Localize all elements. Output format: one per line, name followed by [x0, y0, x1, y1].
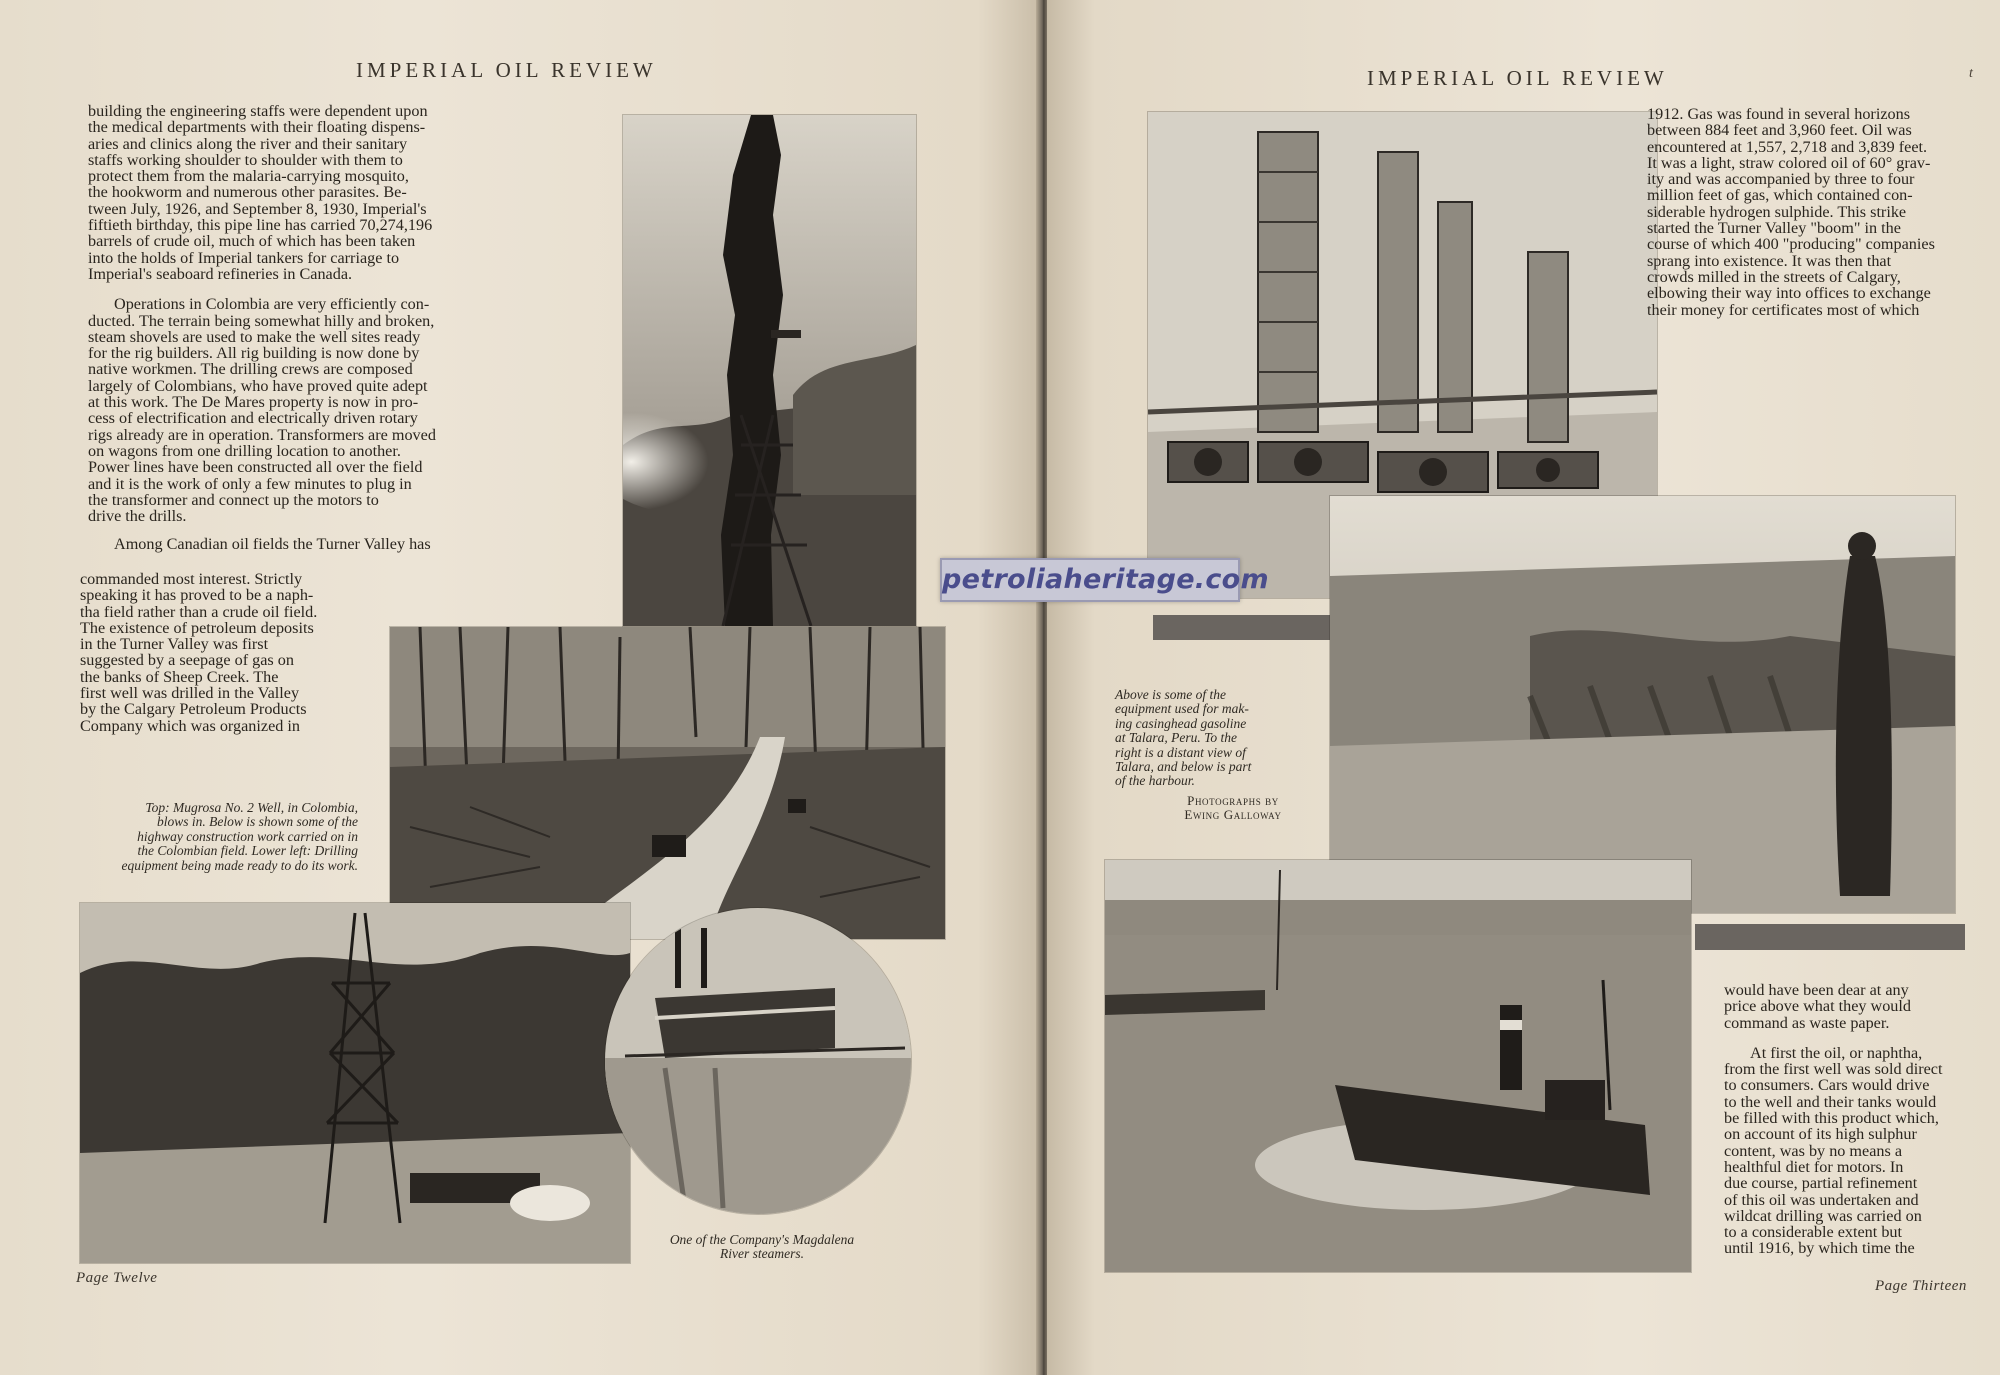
- column-text-narrow: [80, 571, 358, 734]
- photo-drilling-equipment: [80, 903, 630, 1263]
- paragraph-right-2: would have been dear at any price above what they would command as waste paper.: [1724, 981, 1911, 1032]
- photo-mugrosa-well-gusher: [623, 115, 916, 626]
- paragraph-2: Operations in Colombia are very efficiently con- ducted. The terrain being somewhat hilly and broken, steam shovels are used to make the well sites ready for the rig builders. All rig building is now done by native workmen. The drilling crews are composed largely of Colombians, who have proved quite adept at this work. The De Mares property is now in pro- cess of electrification and electrically driven rotary rigs already are in operation. Transformers are moved on wagons from one drilling location to another. Power lines have been constructed all over the field and it is the work of only a few minutes to plug in the transformer and connect up the motors to drive the drills.: [88, 295, 436, 526]
- photo-credit: Photographs by Ewing Galloway: [1184, 793, 1282, 822]
- paragraph-3-start: Among Canadian oil fields the Turner Valley has: [114, 535, 431, 554]
- column-text-right-bottom: [1724, 982, 1970, 1257]
- column-text-top: [88, 103, 508, 553]
- folio-mark: t: [1969, 66, 1973, 81]
- paragraph-right-1: 1912. Gas was found in several horizons between 884 feet and 3,960 feet. Oil was encountered at 1,557, 2,718 and 3,839 feet. It was a light, straw colored oil of 60° grav- ity and was accompanied by three to four million feet of gas, which contained con- siderable hydrogen sulphide. This strike started the Turner Valley "boom" in the course of which 400 "producing" companies sprang into existence. It was then that crowds milled in the streets of Calgary, elbowing their way into offices to exchange their money for certificates most of which: [1647, 105, 1935, 319]
- watermark-text: petroliaheritage.com: [942, 564, 1269, 595]
- page-number-left: Page Twelve: [76, 1270, 158, 1286]
- running-head-right: IMPERIAL OIL REVIEW: [1367, 66, 1668, 90]
- caption-magdalena-steamer: One of the Company's Magdalena River steamers.: [669, 1232, 855, 1262]
- decorative-bar-bottom: [1695, 924, 1965, 950]
- column-text-right-top: [1647, 106, 1977, 318]
- paragraph-3: commanded most interest. Strictly speaking it has proved to be a naph- tha field rather than a crude oil field. The existence of petroleum deposits in the Turner Valley was first suggested by a seepage of gas on the banks of Sheep Creek. The first well was drilled in the Valley by the Calgary Petroleum Products Company which was organized in: [80, 570, 318, 735]
- caption-talara: Above is some of the equipment used for mak- ing casinghead gasoline at Talara, Peru. To the right is a distant view of Talara, and below is part of the harbour.: [1115, 687, 1252, 789]
- page-number-right: Page Thirteen: [1875, 1278, 1967, 1294]
- photo-talara-harbour: [1105, 860, 1691, 1272]
- photo-talara-distant-view: [1330, 496, 1955, 913]
- watermark-banner: [940, 558, 1269, 602]
- photo-highway-construction: [390, 627, 945, 939]
- caption-colombia: Top: Mugrosa No. 2 Well, in Colombia, blows in. Below is shown some of the highway construction work carried on in the Colombian field. Lower left: Drilling equipment being made ready to do its work.: [121, 800, 358, 873]
- paragraph-1: building the engineering staffs were dependent upon the medical departments with their floating dispens- aries and clinics along the river and their sanitary staffs working shoulder to shoulder with them to protect them from the malaria-carrying mosquito, the hookworm and numerous other parasites. Be- tween July, 1926, and September 8, 1930, Imperial's fiftieth birthday, this pipe line has carried 70,274,196 barrels of crude oil, much of which has been taken into the holds of Imperial tankers for carriage to Imperial's seaboard refineries in Canada.: [88, 102, 433, 283]
- running-head-left: IMPERIAL OIL REVIEW: [356, 58, 657, 82]
- paragraph-right-3: At first the oil, or naphtha, from the first well was sold direct to consumers. Cars would drive to the well and their tanks would be filled with this product which, on account of its high sulphur content, was by no means a healthful diet for motors. In due course, partial refinement of this oil was undertaken and wildcat drilling was carried on to a considerable extent but until 1916, by which time the: [1724, 1043, 1943, 1258]
- photo-magdalena-river-steamer: [605, 908, 911, 1214]
- right-page: [1047, 0, 2000, 1375]
